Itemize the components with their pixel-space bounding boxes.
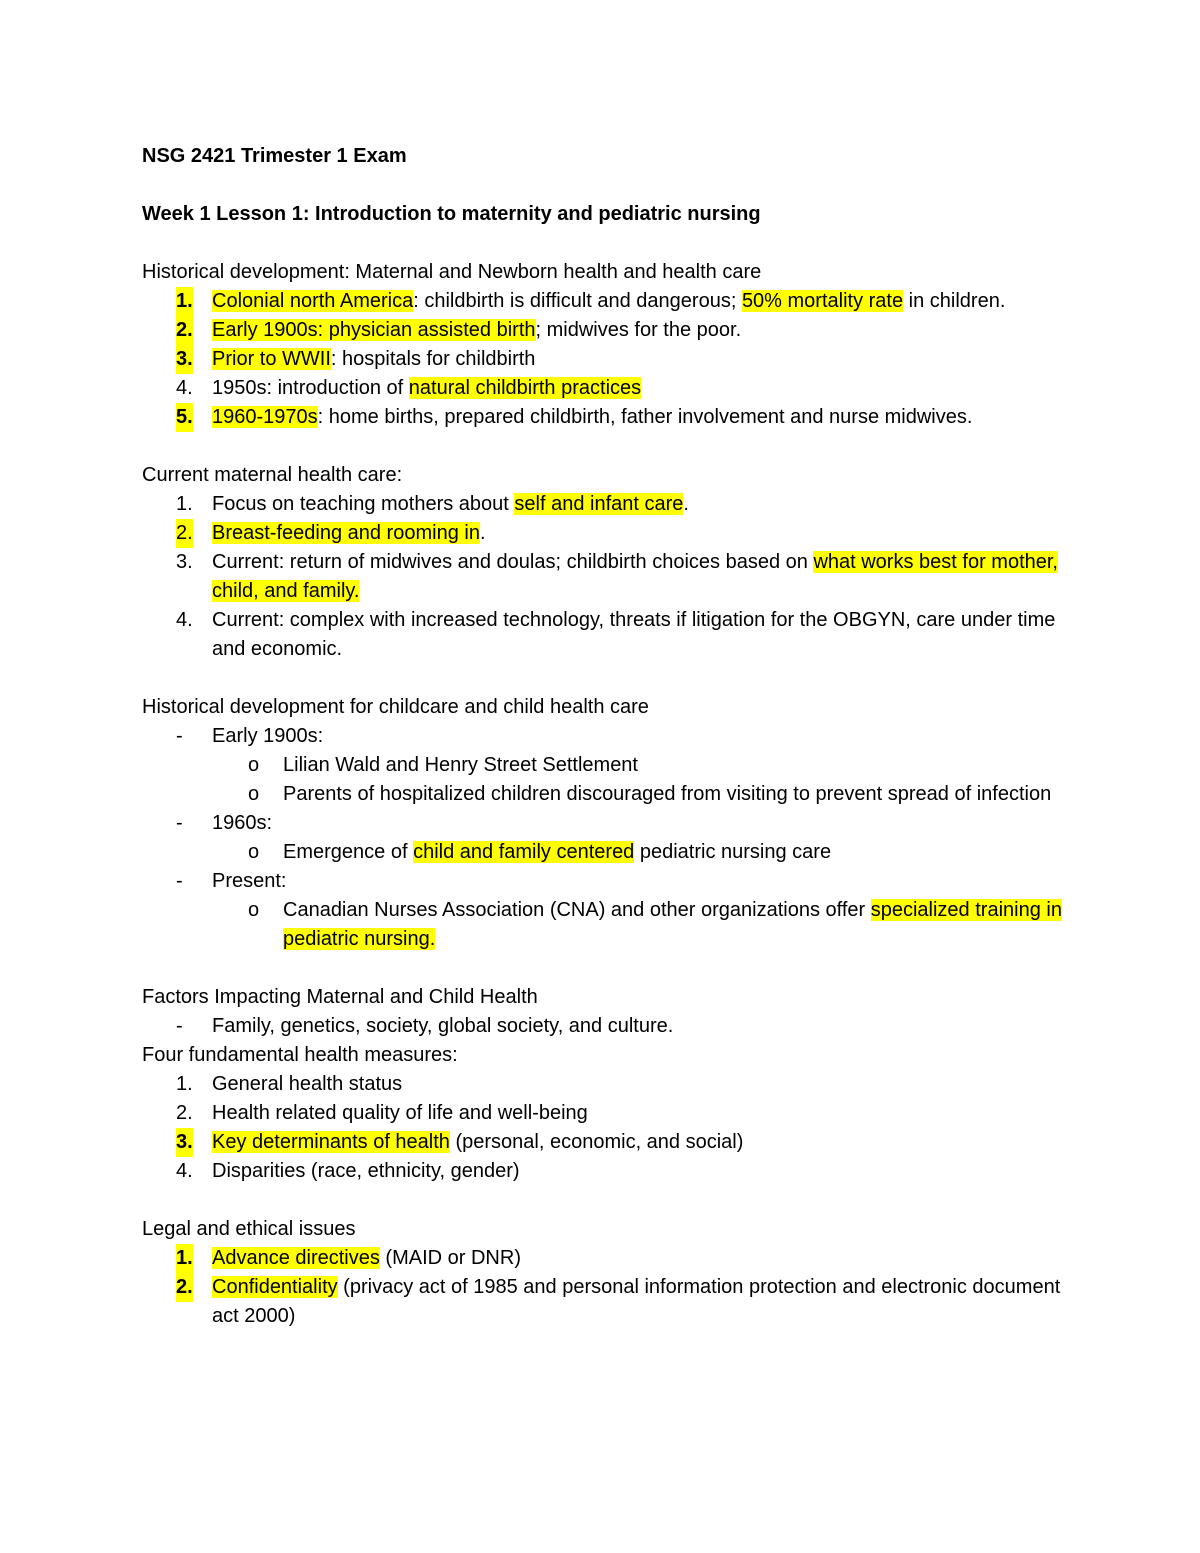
highlighted-text: Breast-feeding and rooming in xyxy=(212,522,480,544)
item-text: Early 1900s: xyxy=(212,725,324,747)
section-heading-measures: Four fundamental health measures: xyxy=(142,1044,458,1066)
spacer xyxy=(142,171,1080,200)
list-item xyxy=(142,867,1080,896)
item-text: Focus on teaching mothers about xyxy=(212,493,515,515)
sub-list-item xyxy=(142,838,1080,867)
item-text: : hospitals for childbirth xyxy=(330,348,536,370)
list-item xyxy=(142,1157,1080,1186)
list-item xyxy=(142,403,1080,432)
list-marker: 3. xyxy=(176,1128,193,1157)
list-marker: 1. xyxy=(176,1244,193,1273)
section-heading-maternal-history: Historical development: Maternal and Newborn health and health care xyxy=(142,261,762,283)
item-text: 1950s: introduction of xyxy=(212,377,409,399)
item-text: Current: return of midwives and doulas; childbirth choices based on xyxy=(212,551,814,573)
dash-marker: - xyxy=(176,1015,183,1037)
spacer xyxy=(142,664,1080,693)
highlighted-text: natural childbirth practices xyxy=(408,377,642,399)
list-item xyxy=(142,1273,1080,1331)
list-item xyxy=(142,490,1080,519)
item-text: . xyxy=(683,493,689,515)
highlighted-text: child and family centered xyxy=(413,841,635,863)
highlighted-text: Advance directives xyxy=(212,1247,380,1269)
list-item xyxy=(142,1099,1080,1128)
section-heading-child-history: Historical development for childcare and child health care xyxy=(142,696,649,718)
item-text: pediatric nursing care xyxy=(634,841,832,863)
list-marker: 2. xyxy=(176,1273,193,1302)
section-heading-legal: Legal and ethical issues xyxy=(142,1218,356,1240)
lesson-title: Week 1 Lesson 1: Introduction to maternity and pediatric nursing xyxy=(142,203,761,225)
item-text: Present: xyxy=(212,870,287,892)
list-item xyxy=(142,809,1080,838)
sub-list-item xyxy=(142,780,1080,809)
highlighted-text: specialized training in pediatric nursing. xyxy=(283,899,1062,950)
document-title: NSG 2421 Trimester 1 Exam xyxy=(142,145,407,167)
list-item xyxy=(142,722,1080,751)
item-text: 1960s: xyxy=(212,812,273,834)
item-text: Emergence of xyxy=(283,841,414,863)
highlighted-text: 50% mortality rate xyxy=(741,290,904,312)
highlighted-text: Confidentiality xyxy=(212,1276,338,1298)
list-item xyxy=(142,287,1080,316)
circle-marker: o xyxy=(248,754,260,776)
section-heading-factors: Factors Impacting Maternal and Child Health xyxy=(142,986,538,1008)
highlighted-text: Early 1900s: physician assisted birth xyxy=(212,319,536,341)
section-heading-current-maternal: Current maternal health care: xyxy=(142,464,403,486)
list-marker: 2. xyxy=(176,519,193,548)
list-marker: 4. xyxy=(176,609,193,631)
list-item xyxy=(142,345,1080,374)
item-text: : home births, prepared childbirth, father involvement and nurse midwives. xyxy=(317,406,973,428)
spacer xyxy=(142,954,1080,983)
item-text: Family, genetics, society, global society, and culture. xyxy=(212,1015,674,1037)
sub-list-item xyxy=(142,896,1080,954)
highlighted-text: Prior to WWII xyxy=(212,348,331,370)
list-item xyxy=(142,374,1080,403)
list-item xyxy=(142,606,1080,664)
sub-list-item xyxy=(142,751,1080,780)
highlighted-text: Colonial north America xyxy=(212,290,414,312)
item-text: Disparities (race, ethnicity, gender) xyxy=(212,1160,520,1182)
list-marker: 3. xyxy=(176,551,193,573)
item-text: Health related quality of life and well-being xyxy=(212,1102,588,1124)
dash-marker: - xyxy=(176,725,183,747)
item-text: (MAID or DNR) xyxy=(379,1247,521,1269)
list-marker: 4. xyxy=(176,1160,193,1182)
list-item xyxy=(142,519,1080,548)
list-item xyxy=(142,1244,1080,1273)
item-text: Lilian Wald and Henry Street Settlement xyxy=(283,754,638,776)
dash-marker: - xyxy=(176,812,183,834)
item-text: Canadian Nurses Association (CNA) and other organizations offer xyxy=(283,899,871,921)
highlighted-text: 1960-1970s xyxy=(212,406,318,428)
list-marker: 1. xyxy=(176,287,193,316)
item-text: (personal, economic, and social) xyxy=(449,1131,744,1153)
list-item xyxy=(142,1128,1080,1157)
spacer xyxy=(142,1186,1080,1215)
list-item xyxy=(142,1012,1080,1041)
highlighted-text: self and infant care xyxy=(514,493,684,515)
item-text: General health status xyxy=(212,1073,403,1095)
circle-marker: o xyxy=(248,783,260,805)
spacer xyxy=(142,432,1080,461)
list-marker: 5. xyxy=(176,403,193,432)
list-marker: 1. xyxy=(176,493,193,515)
list-item xyxy=(142,316,1080,345)
item-text: : childbirth is difficult and dangerous; xyxy=(413,290,742,312)
list-marker: 4. xyxy=(176,377,193,399)
item-text: Current: complex with increased technology, threats if litigation for the OBGYN, care under time and economic. xyxy=(212,609,1056,660)
item-text: ; midwives for the poor. xyxy=(535,319,742,341)
item-text: . xyxy=(479,522,486,544)
highlighted-text: Key determinants of health xyxy=(212,1131,450,1153)
circle-marker: o xyxy=(248,899,260,921)
item-text: in children. xyxy=(903,290,1006,312)
list-item xyxy=(142,548,1080,606)
item-text: Parents of hospitalized children discouraged from visiting to prevent spread of infection xyxy=(283,783,1052,805)
highlighted-text: what works best for mother, child, and family. xyxy=(212,551,1058,602)
list-item xyxy=(142,1070,1080,1099)
circle-marker: o xyxy=(248,841,260,863)
dash-marker: - xyxy=(176,870,183,892)
spacer xyxy=(142,229,1080,258)
item-text: (privacy act of 1985 and personal information protection and electronic document act 2000) xyxy=(212,1276,1061,1327)
list-marker: 2. xyxy=(176,316,193,345)
list-marker: 1. xyxy=(176,1073,193,1095)
list-marker: 3. xyxy=(176,345,193,374)
list-marker: 2. xyxy=(176,1102,193,1124)
